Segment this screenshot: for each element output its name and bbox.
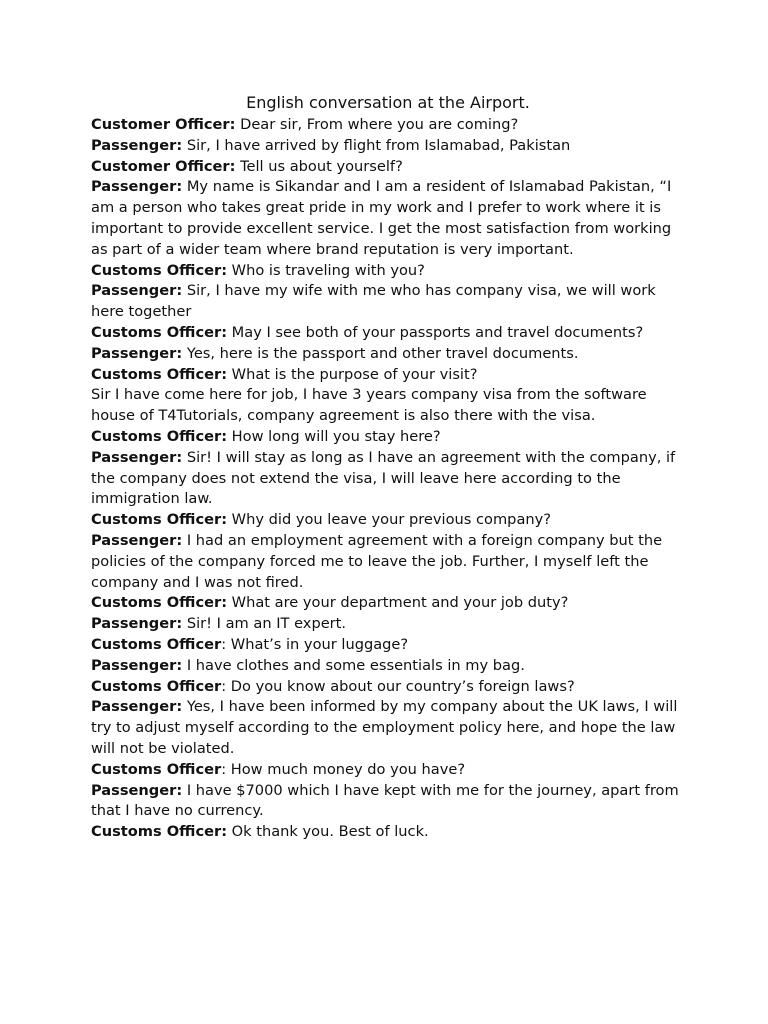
dialogue-text: Why did you leave your previous company?: [227, 511, 552, 529]
dialogue-text: Do you know about our country’s foreign laws?: [226, 677, 575, 695]
dialogue-line: [91, 531, 681, 593]
dialogue-text: What are your department and your job duty?: [227, 594, 569, 612]
speaker-label: Passenger:: [91, 698, 183, 716]
dialogue-line: [91, 136, 681, 157]
dialogue-text: What’s in your luggage?: [226, 635, 409, 653]
conversation-body: [91, 115, 681, 843]
dialogue-text: Sir, I have my wife with me who has company visa, we will work here together: [91, 282, 656, 321]
dialogue-text: Yes, here is the passport and other travel documents.: [182, 344, 579, 362]
speaker-label: Passenger:: [91, 531, 183, 549]
dialogue-line: [91, 448, 681, 510]
speaker-label: Passenger:: [91, 344, 183, 362]
dialogue-line: [91, 281, 681, 323]
speaker-label: Passenger:: [91, 282, 183, 300]
dialogue-text: Yes, I have been informed by my company about the UK laws, I will try to adjust myself according to the employment policy here, and hope the law will not be violated.: [91, 698, 678, 757]
speaker-label: Passenger:: [91, 615, 183, 633]
dialogue-line: [91, 177, 681, 260]
dialogue-line: [91, 261, 681, 282]
speaker-label: Customs Officer: [91, 635, 222, 653]
dialogue-text: Sir! I will stay as long as I have an agreement with the company, if the company does not extend the visa, I will leave here according to the immigration law.: [91, 448, 676, 508]
dialogue-line: [91, 593, 681, 614]
dialogue-line: [91, 656, 681, 677]
dialogue-text: How long will you stay here?: [227, 427, 441, 445]
dialogue-line: [91, 510, 681, 531]
dialogue-line: [91, 760, 681, 781]
dialogue-text: Sir, I have arrived by flight from Islamabad, Pakistan: [182, 136, 571, 154]
dialogue-line: [91, 365, 681, 386]
dialogue-text: What is the purpose of your visit?: [227, 365, 478, 383]
speaker-label: Customs Officer:: [91, 261, 228, 279]
document-title: English conversation at the Airport.: [246, 93, 530, 112]
dialogue-line: [91, 677, 681, 698]
dialogue-text: May I see both of your passports and travel documents?: [227, 323, 644, 341]
dialogue-text: Ok thank you. Best of luck.: [227, 823, 429, 841]
speaker-label: Customs Officer:: [91, 323, 228, 341]
dialogue-line: [91, 157, 681, 178]
speaker-label: Passenger:: [91, 656, 183, 674]
dialogue-text: My name is Sikandar and I am a resident of Islamabad Pakistan, “I am a person who takes great pride in my work and I prefer to work where it is important to provide excellent service. I get the most satisfaction from working as part of a wider team where brand reputation is very important.: [91, 178, 672, 258]
dialogue-line: [91, 822, 681, 843]
dialogue-text: Sir I have come here for job, I have 3 years company visa from the software house of T4Tutorials, company agreement is also there with the visa.: [91, 386, 647, 425]
speaker-separator: :: [221, 760, 227, 778]
speaker-label: Passenger:: [91, 178, 183, 196]
dialogue-line: [91, 115, 681, 136]
speaker-label: Customs Officer:: [91, 511, 228, 529]
speaker-separator: :: [221, 635, 227, 653]
dialogue-text: I had an employment agreement with a foreign company but the policies of the company forced me to leave the job. Further, I myself left the company and I was not fired.: [91, 531, 663, 591]
dialogue-text: How much money do you have?: [226, 760, 466, 778]
dialogue-text: Dear sir, From where you are coming?: [235, 116, 519, 133]
speaker-label: Customs Officer:: [91, 823, 228, 841]
speaker-label: Customs Officer:: [91, 427, 228, 445]
document-page: [91, 92, 681, 843]
dialogue-line: [91, 635, 681, 656]
speaker-label: Customer Officer:: [91, 157, 236, 175]
speaker-label: Passenger:: [91, 781, 183, 799]
dialogue-text: I have $7000 which I have kept with me for the journey, apart from that I have no currency.: [91, 781, 679, 820]
dialogue-text: Sir! I am an IT expert.: [182, 615, 347, 633]
speaker-label: Customs Officer: [91, 677, 222, 695]
dialogue-text: I have clothes and some essentials in my bag.: [182, 656, 525, 674]
dialogue-line: [91, 344, 681, 365]
speaker-label: Customs Officer: [91, 760, 222, 778]
speaker-label: Customs Officer:: [91, 365, 228, 383]
dialogue-line: [91, 427, 681, 448]
speaker-label: Passenger:: [91, 136, 183, 154]
speaker-label: Customer Officer:: [91, 116, 236, 133]
speaker-label: Customs Officer:: [91, 594, 228, 612]
dialogue-line: [91, 614, 681, 635]
dialogue-text: Tell us about yourself?: [235, 157, 403, 175]
speaker-label: Passenger:: [91, 448, 183, 466]
speaker-separator: :: [221, 677, 227, 695]
dialogue-line: [91, 385, 681, 427]
dialogue-line: [91, 697, 681, 759]
dialogue-text: Who is traveling with you?: [227, 261, 425, 279]
dialogue-line: [91, 781, 681, 823]
dialogue-line: [91, 323, 681, 344]
